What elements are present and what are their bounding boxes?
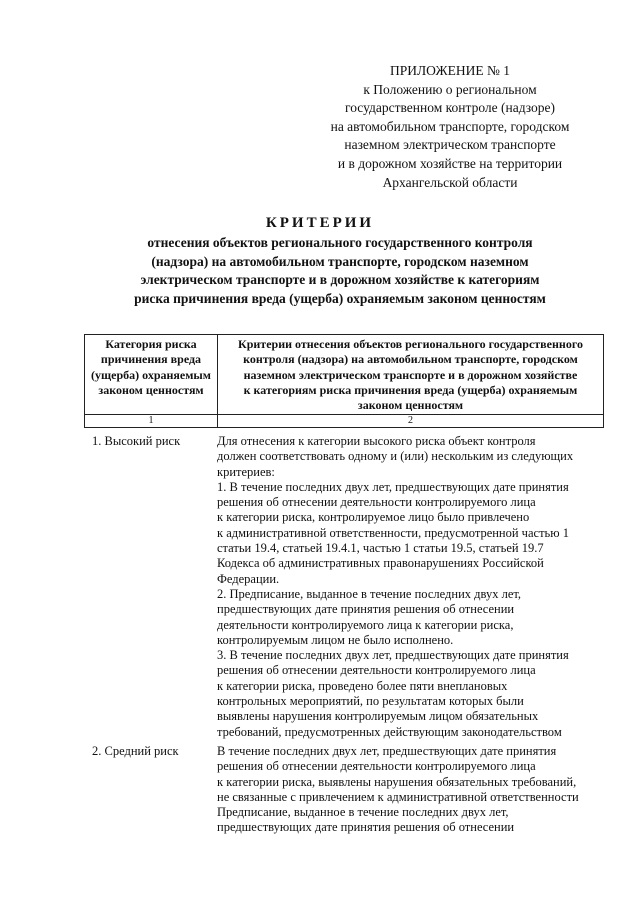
- criteria-line: должен соответствовать одному и (или) нескольким из следующих: [217, 449, 574, 464]
- column-number: 1: [85, 415, 218, 428]
- criteria-line: к категории риска, выявлены нарушения обязательных требований,: [217, 774, 577, 789]
- appendix-line: Архангельской области: [382, 174, 518, 190]
- header-line: законом ценностям: [98, 382, 204, 397]
- risk-category-high: 1. Высокий риск: [92, 434, 181, 448]
- criteria-line: не связанные с привлечением к административной ответственности: [217, 789, 579, 804]
- criteria-line: Для отнесения к категории высокого риска объект контроля: [217, 434, 536, 448]
- criteria-line: требований, предусмотренных действующим законодательством: [217, 724, 562, 739]
- header-line: к категориям риска причинения вреда (ущерба) охраняемым: [243, 382, 578, 397]
- appendix-header: [300, 62, 600, 192]
- criteria-table: [84, 334, 604, 428]
- risk-category-medium: 2. Средний риск: [92, 744, 179, 758]
- subtitle-line: риска причинения вреда (ущерба) охраняемым законом ценностям: [134, 290, 546, 306]
- header-line: законом ценностям: [357, 398, 464, 413]
- table-header-row: [85, 335, 604, 415]
- subtitle-line: электрическом транспорте и в дорожном хозяйстве к категориям: [140, 272, 540, 287]
- criteria-line: контролируемым лицом не было исполнено.: [217, 632, 454, 647]
- criteria-line: критериев:: [217, 464, 275, 479]
- header-line: контроля (надзора) на автомобильном транспорте, городском: [243, 352, 578, 367]
- criteria-line: деятельности контролируемого лица к категории риска,: [217, 617, 514, 632]
- criteria-line: решения об отнесении деятельности контролируемого лица: [217, 759, 536, 774]
- criteria-line: 2. Предписание, выданное в течение последних двух лет,: [217, 586, 522, 601]
- criteria-line: Федерации.: [217, 571, 280, 586]
- header-line: причинения вреда: [100, 352, 202, 367]
- criteria-line: Кодекса об административных правонарушениях Российской: [217, 556, 544, 571]
- criteria-line: выявлены нарушения контролируемым лицом обязательных: [217, 709, 539, 724]
- criteria-text: [217, 744, 607, 836]
- criteria-line: статьи 19.4, статьей 19.4.1, частью 1 статьи 19.5, статьей 19.7: [217, 541, 544, 556]
- criteria-line: Предписание, выданное в течение последних двух лет,: [217, 805, 509, 820]
- document-title: КРИТЕРИИ: [265, 215, 375, 231]
- criteria-line: 1. В течение последних двух лет, предшествующих дате принятия: [217, 479, 569, 494]
- header-line: (ущерба) охраняемым: [91, 367, 211, 382]
- subtitle-line: отнесения объектов регионального государственного контроля: [147, 235, 533, 250]
- criteria-line: к административной ответственности, предусмотренной частью 1: [217, 525, 569, 540]
- criteria-line: предшествующих дате принятия решения об отнесении: [217, 602, 515, 617]
- criteria-text: [217, 434, 607, 740]
- appendix-line: к Положению о региональном: [363, 81, 537, 97]
- header-line: наземном электрическом транспорте и в дорожном хозяйстве: [243, 367, 578, 382]
- criteria-line: контрольных мероприятий, по результатам которых были: [217, 694, 524, 709]
- appendix-line: ПРИЛОЖЕНИЕ № 1: [389, 63, 511, 78]
- subtitle-line: (надзора) на автомобильном транспорте, городском наземном: [151, 253, 529, 269]
- criteria-line: к категории риска, контролируемое лицо было привлечено: [217, 510, 530, 525]
- appendix-line: наземном электрическом транспорте: [344, 137, 556, 153]
- appendix-line: и в дорожном хозяйстве на территории: [337, 155, 563, 171]
- header-criteria: [218, 335, 604, 415]
- header-risk-category: [85, 335, 218, 415]
- criteria-line: В течение последних двух лет, предшествующих дате принятия: [217, 744, 557, 758]
- criteria-line: предшествующих дате принятия решения об отнесении: [217, 820, 515, 835]
- appendix-line: на автомобильном транспорте, городском: [330, 118, 570, 134]
- criteria-line: к категории риска, проведено более пяти внеплановых: [217, 678, 508, 693]
- column-number: 2: [218, 415, 604, 428]
- column-number-row: [85, 415, 604, 428]
- header-line: Критерии отнесения объектов регионального государственного: [238, 337, 583, 351]
- header-line: Категория риска: [105, 337, 197, 351]
- document-subtitle: [90, 234, 590, 308]
- criteria-line: 3. В течение последних двух лет, предшествующих дате принятия: [217, 648, 569, 663]
- criteria-line: решения об отнесении деятельности контролируемого лица: [217, 495, 536, 510]
- criteria-line: решения об отнесении деятельности контролируемого лица: [217, 663, 536, 678]
- appendix-line: государственном контроле (надзоре): [345, 100, 555, 116]
